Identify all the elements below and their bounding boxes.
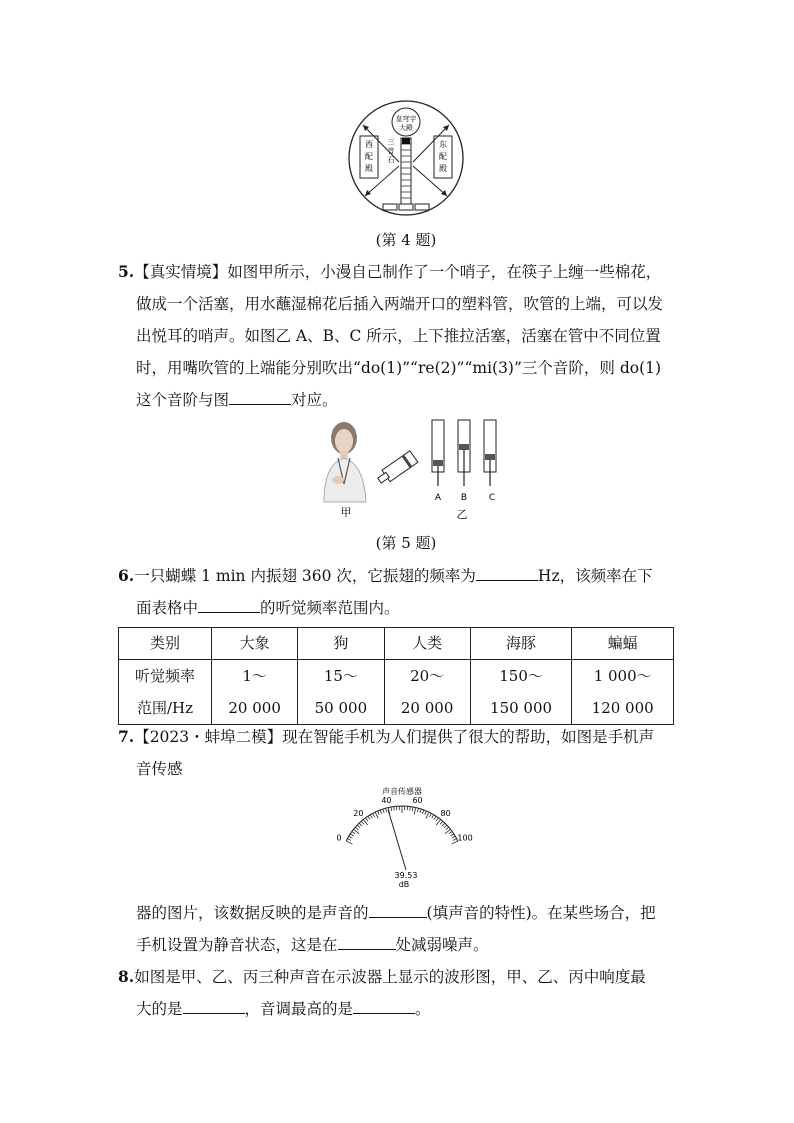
answer-blank[interactable] bbox=[369, 899, 427, 918]
meter-tick bbox=[350, 834, 353, 836]
meter-tick bbox=[361, 821, 364, 824]
svg-text:石: 石 bbox=[387, 156, 395, 164]
meter-tick bbox=[432, 815, 434, 818]
meter-tick bbox=[434, 816, 436, 819]
meter-tick bbox=[444, 825, 447, 828]
meter-tick bbox=[349, 836, 352, 838]
question-8: 8.如图是甲、乙、丙三种声音在示波器上显示的波形图，甲、乙、丙中响度最 大的是 ，音调最高的是 。 bbox=[118, 967, 646, 1018]
meter-tick bbox=[425, 811, 427, 815]
figure-4-caption: (第 4 题) bbox=[375, 231, 437, 249]
answer-blank[interactable] bbox=[183, 995, 245, 1014]
fig5-label-yi: 乙 bbox=[456, 508, 468, 521]
question-number: 5. bbox=[118, 262, 135, 281]
answer-blank[interactable] bbox=[229, 386, 291, 405]
meter-tick bbox=[355, 827, 358, 830]
question-number: 7. bbox=[118, 727, 135, 746]
svg-text:殿: 殿 bbox=[365, 164, 373, 173]
svg-text:东: 东 bbox=[439, 140, 447, 149]
meter-tick-label: 0 bbox=[336, 833, 342, 843]
meter-tick bbox=[426, 812, 429, 818]
question-number: 8. bbox=[118, 967, 135, 986]
table-header-cell: 大象 bbox=[212, 628, 298, 660]
table-header-cell: 人类 bbox=[384, 628, 470, 660]
meter-tick bbox=[422, 810, 423, 814]
meter-tick bbox=[440, 821, 443, 824]
tube-label-b: B bbox=[460, 493, 468, 503]
meter-tick bbox=[394, 807, 395, 811]
question-6: 6.一只蝴蝶 1 min 内振翅 360 次，它振翅的频率为 Hz，该频率在下 面表格中 的听觉频率范围内。 bbox=[118, 560, 678, 624]
meter-tick bbox=[383, 809, 384, 813]
svg-text:西: 西 bbox=[365, 140, 373, 149]
meter-tick bbox=[449, 832, 452, 834]
meter-tick-label: 20 bbox=[353, 809, 364, 819]
meter-tick bbox=[368, 816, 370, 819]
meter-tick bbox=[442, 823, 445, 826]
meter-tick bbox=[378, 811, 380, 815]
meter-tick-label: 60 bbox=[412, 795, 423, 805]
answer-blank[interactable] bbox=[338, 931, 396, 950]
question-5: 5.【真实情境】如图甲所示，小漫自己制作了一个哨子，在筷子上缠一些棉花， 做成一个活塞，用水蘸湿棉花后插入两端开口的塑料管，吹管的上端，可以发 出悦耳的哨声。如图乙 A、B、C 所示，上下推拉活塞，活塞在管中不同位置 时，用嘴吹管的上端能分别吹出“do(1)”“re(2)”“mi(3)”三个音阶，则 do(1) 这个音阶与图 对应。 bbox=[118, 262, 664, 409]
meter-tick-label: 100 bbox=[457, 833, 473, 843]
meter-tick bbox=[352, 832, 355, 834]
whistle-tube bbox=[375, 451, 417, 487]
tube-label-a: A bbox=[434, 493, 442, 503]
svg-text:殿: 殿 bbox=[439, 164, 447, 173]
figure-5-whistle bbox=[316, 414, 516, 524]
meter-tick bbox=[410, 807, 411, 811]
meter-tick-label: 40 bbox=[381, 795, 392, 805]
answer-blank[interactable] bbox=[353, 995, 415, 1014]
fig4-center-label: 皇穹宇 bbox=[395, 115, 417, 123]
table-cell: 15～ 50 000 bbox=[298, 660, 384, 725]
meter-tick bbox=[420, 809, 421, 813]
question-number: 6. bbox=[118, 566, 135, 585]
meter-unit: dB bbox=[398, 880, 410, 889]
meter-title: 声音传感器 bbox=[382, 787, 422, 796]
table-row bbox=[119, 660, 674, 725]
meter-tick-label: 80 bbox=[440, 809, 451, 819]
table-cell: 1 000～ 120 000 bbox=[572, 660, 674, 725]
meter-tick bbox=[450, 834, 453, 836]
table-cell: 150～ 150 000 bbox=[470, 660, 572, 725]
svg-text:大殿: 大殿 bbox=[399, 124, 413, 132]
meter-tick bbox=[373, 813, 375, 817]
question-tag: 【2023・蚌埠二模】 bbox=[134, 728, 283, 746]
sound-meter-figure bbox=[322, 782, 482, 890]
meter-tick bbox=[453, 839, 457, 841]
question-7: 7.【2023・蚌埠二模】现在智能手机为人们提供了很大的帮助，如图是手机声 音传感 bbox=[118, 727, 655, 778]
table-header-cell: 类别 bbox=[119, 628, 212, 660]
meter-tick bbox=[386, 808, 387, 812]
meter-tick bbox=[436, 818, 438, 821]
answer-blank[interactable] bbox=[198, 594, 260, 613]
meter-tick bbox=[375, 812, 378, 818]
svg-text:音: 音 bbox=[387, 147, 395, 155]
meter-reading: 39.53 bbox=[394, 871, 418, 880]
table-cell: 听觉频率 范围/Hz bbox=[119, 660, 212, 725]
svg-text:三: 三 bbox=[387, 138, 395, 146]
meter-tick bbox=[414, 808, 416, 815]
meter-tick bbox=[446, 827, 449, 830]
table-header-cell: 海豚 bbox=[470, 628, 572, 660]
table-row bbox=[119, 628, 674, 660]
meter-tick bbox=[346, 841, 352, 844]
meter-tick bbox=[429, 813, 431, 817]
meter-tick bbox=[417, 808, 418, 812]
table-header-cell: 狗 bbox=[298, 628, 384, 660]
tube-label-c: C bbox=[488, 493, 496, 503]
svg-text:配: 配 bbox=[439, 152, 447, 161]
table-header-cell: 蝙蝠 bbox=[572, 628, 674, 660]
table-cell: 1～ 20 000 bbox=[212, 660, 298, 725]
meter-tick bbox=[452, 836, 455, 838]
question-tag: 【真实情境】 bbox=[134, 263, 228, 281]
meter-needle bbox=[388, 810, 406, 870]
svg-text:配: 配 bbox=[365, 152, 373, 161]
hearing-range-table bbox=[118, 627, 674, 725]
meter-tick bbox=[347, 839, 351, 841]
fig5-label-jia: 甲 bbox=[340, 506, 352, 519]
question-7-continued: 器的图片，该数据反映的是声音的 (填声音的特性)。在某些场合，把 手机设置为静音状态，这是在 处减弱噪声。 bbox=[118, 897, 678, 961]
meter-tick bbox=[366, 818, 368, 821]
meter-tick bbox=[370, 815, 372, 818]
meter-tick bbox=[359, 823, 362, 826]
table-cell: 20～ 20 000 bbox=[384, 660, 470, 725]
figure-5-caption: (第 5 题) bbox=[375, 534, 437, 552]
meter-tick bbox=[357, 825, 360, 828]
meter-tick bbox=[380, 810, 381, 814]
meter-tick bbox=[412, 807, 413, 811]
answer-blank[interactable] bbox=[476, 562, 538, 581]
figure-4-echo-diagram bbox=[343, 100, 469, 220]
meter-tick bbox=[391, 807, 392, 811]
girl-photo bbox=[324, 422, 366, 502]
